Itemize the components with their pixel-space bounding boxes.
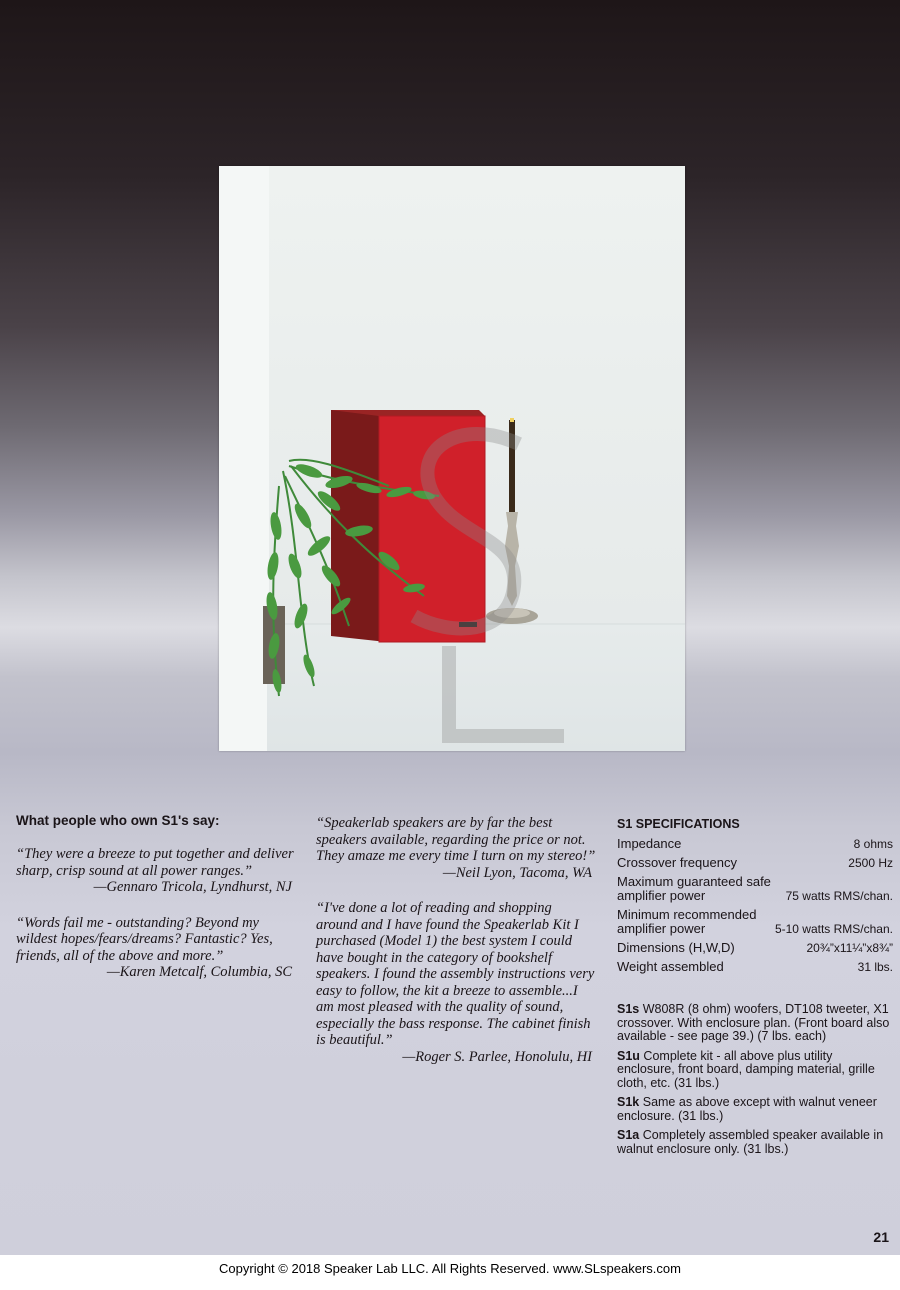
- product-photo: [219, 166, 685, 751]
- model-code: S1k: [617, 1095, 640, 1109]
- model-item: [617, 1096, 893, 1123]
- model-list: [617, 1003, 893, 1156]
- model-description: W808R (8 ohm) woofers, DT108 tweeter, X1 crossover. With enclosure plan. (Front board also available - see page 39.) (7 lbs. each): [617, 1002, 890, 1043]
- testimonials-middle: [316, 815, 596, 1084]
- testimonials-left: [16, 813, 296, 1000]
- copyright-footer: Copyright © 2018 Speaker Lab LLC. All Rights Reserved. www.SLspeakers.com: [219, 1261, 681, 1276]
- spec-title: S1 SPECIFICATIONS: [617, 817, 740, 831]
- testimonial-author: —Roger S. Parlee, Honolulu, HI: [402, 1048, 592, 1065]
- testimonial-author: —Gennaro Tricola, Lyndhurst, NJ: [93, 879, 292, 895]
- model-code: S1u: [617, 1048, 640, 1063]
- spec-row: [617, 835, 893, 854]
- page-number: 21: [873, 1229, 889, 1245]
- testimonial: [16, 846, 296, 896]
- spec-label: Crossover frequency: [617, 855, 737, 870]
- spec-label: Dimensions (H,W,D): [617, 940, 735, 955]
- model-item: [617, 1129, 893, 1156]
- spec-value: 31 lbs.: [857, 960, 893, 974]
- spec-value: 20¾”x11¼”x8¾”: [806, 941, 893, 955]
- testimonial-text: “Speakerlab speakers are by far the best speakers available, regarding the price or not. They amaze me every time I turn on my stereo!”: [316, 815, 596, 864]
- spec-label: Maximum guaranteed safe amplifier power: [617, 874, 771, 903]
- model-description: Complete kit - all above plus utility enclosure, front board, damping material, grille cloth, etc. (31 lbs.): [617, 1048, 875, 1090]
- spec-row: [617, 958, 893, 977]
- spec-row: [617, 873, 893, 906]
- testimonial: [316, 815, 596, 881]
- testimonial-text: “Words fail me - outstanding? Beyond my wildest hopes/fears/dreams? Fantastic? Yes, friends, all of the above and more.”: [16, 914, 273, 964]
- spec-value: 8 ohms: [853, 837, 893, 851]
- model-item: [617, 1050, 893, 1091]
- model-description: Completely assembled speaker available in walnut enclosure only. (31 lbs.): [617, 1128, 884, 1156]
- spec-value: 5-10 watts RMS/chan.: [774, 922, 893, 936]
- spec-label: Weight assembled: [617, 959, 724, 974]
- spec-value: 2500 Hz: [848, 856, 893, 870]
- testimonial-text: “I've done a lot of reading and shopping around and I have found the Speakerlab Kit I purchased (Model 1) the best system I could have bought in the category of bookshelf speakers. I found the assembly instructions very easy to follow, the kit a breeze to assemble...I am most pleased with the quality of sound, especially the bass response. The cabinet finish is beautiful.”: [316, 900, 595, 1048]
- spec-row: [617, 906, 893, 939]
- spec-value: 75 watts RMS/chan.: [785, 889, 893, 903]
- specifications: [617, 817, 893, 1162]
- model-code: S1s: [617, 1002, 640, 1016]
- spec-row: [617, 854, 893, 873]
- testimonial-author: —Karen Metcalf, Columbia, SC: [106, 964, 292, 980]
- model-description: Same as above except with walnut veneer enclosure. (31 lbs.): [617, 1095, 877, 1123]
- testimonial: [16, 915, 296, 981]
- spec-row: [617, 939, 893, 958]
- model-item: [617, 1003, 893, 1044]
- testimonial-author: —Neil Lyon, Tacoma, WA: [442, 864, 592, 881]
- spec-label: Impedance: [617, 836, 682, 851]
- spec-label: Minimum recommended amplifier power: [617, 907, 757, 936]
- model-code: S1a: [617, 1128, 640, 1142]
- testimonial-text: “They were a breeze to put together and deliver sharp, crisp sound at all power ranges.”: [16, 846, 294, 879]
- testimonials-heading: What people who own S1's say:: [16, 813, 220, 828]
- testimonial: [316, 900, 596, 1065]
